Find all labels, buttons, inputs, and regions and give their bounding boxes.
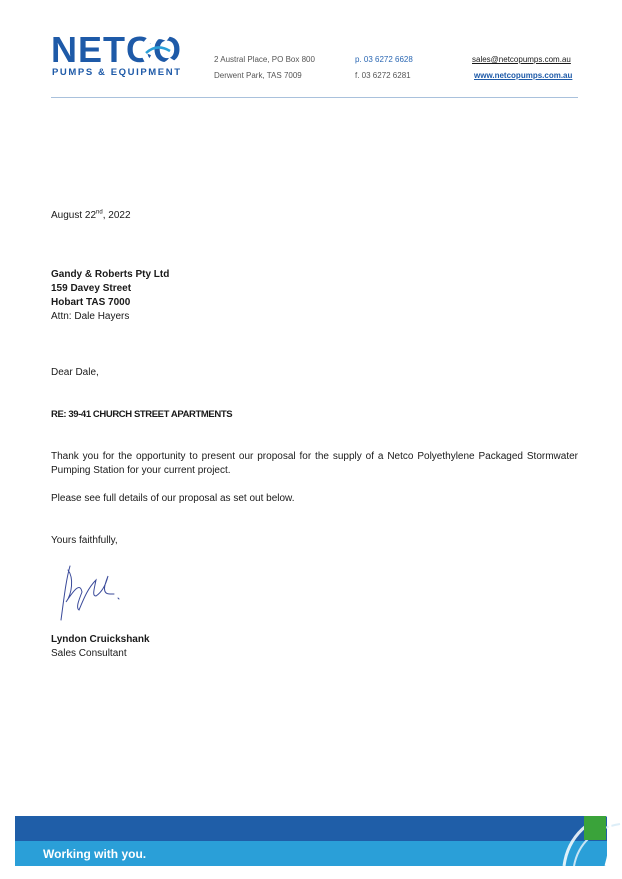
header-divider bbox=[51, 97, 578, 98]
salutation: Dear Dale, bbox=[51, 367, 99, 378]
recipient-attn: Attn: Dale Hayers bbox=[51, 311, 130, 322]
fax-number: f. 03 6272 6281 bbox=[355, 71, 411, 80]
paragraph-1: Thank you for the opportunity to present our proposal for the supply of a Netco Polyethylene Packaged Stormwater Pumping Station for your current project. bbox=[51, 451, 578, 476]
recipient-company: Gandy & Roberts Pty Ltd bbox=[51, 269, 170, 280]
signature-image bbox=[52, 558, 122, 628]
logo-tagline: PUMPS & EQUIPMENT bbox=[52, 67, 182, 78]
date-prefix: August 22 bbox=[51, 210, 97, 221]
signatory-name: Lyndon Cruickshank bbox=[51, 634, 150, 645]
footer-slogan: Working with you. bbox=[43, 847, 147, 861]
footer-band-dark bbox=[15, 816, 607, 841]
closing: Yours faithfully, bbox=[51, 535, 118, 546]
phone-number: p. 03 6272 6628 bbox=[355, 55, 413, 64]
subject-line: RE: 39-41 CHURCH STREET APARTMENTS bbox=[51, 409, 233, 420]
logo-name: NETCO bbox=[51, 29, 182, 70]
logo-swirl-icon bbox=[138, 33, 176, 69]
signatory-title: Sales Consultant bbox=[51, 648, 127, 659]
recipient-street: 159 Davey Street bbox=[51, 283, 132, 294]
website-link[interactable]: www.netcopumps.com.au bbox=[474, 71, 573, 80]
letter-date bbox=[51, 209, 131, 223]
footer-swirl-icon bbox=[560, 806, 622, 868]
address-line-2: Derwent Park, TAS 7009 bbox=[214, 71, 302, 80]
date-suffix: nd bbox=[96, 209, 103, 216]
paragraph-2: Please see full details of our proposal as set out below. bbox=[51, 493, 295, 504]
date-year: , 2022 bbox=[102, 210, 131, 221]
address-line-1: 2 Austral Place, PO Box 800 bbox=[214, 55, 315, 64]
email-link[interactable]: sales@netcopumps.com.au bbox=[472, 55, 571, 64]
recipient-city: Hobart TAS 7000 bbox=[51, 297, 131, 308]
